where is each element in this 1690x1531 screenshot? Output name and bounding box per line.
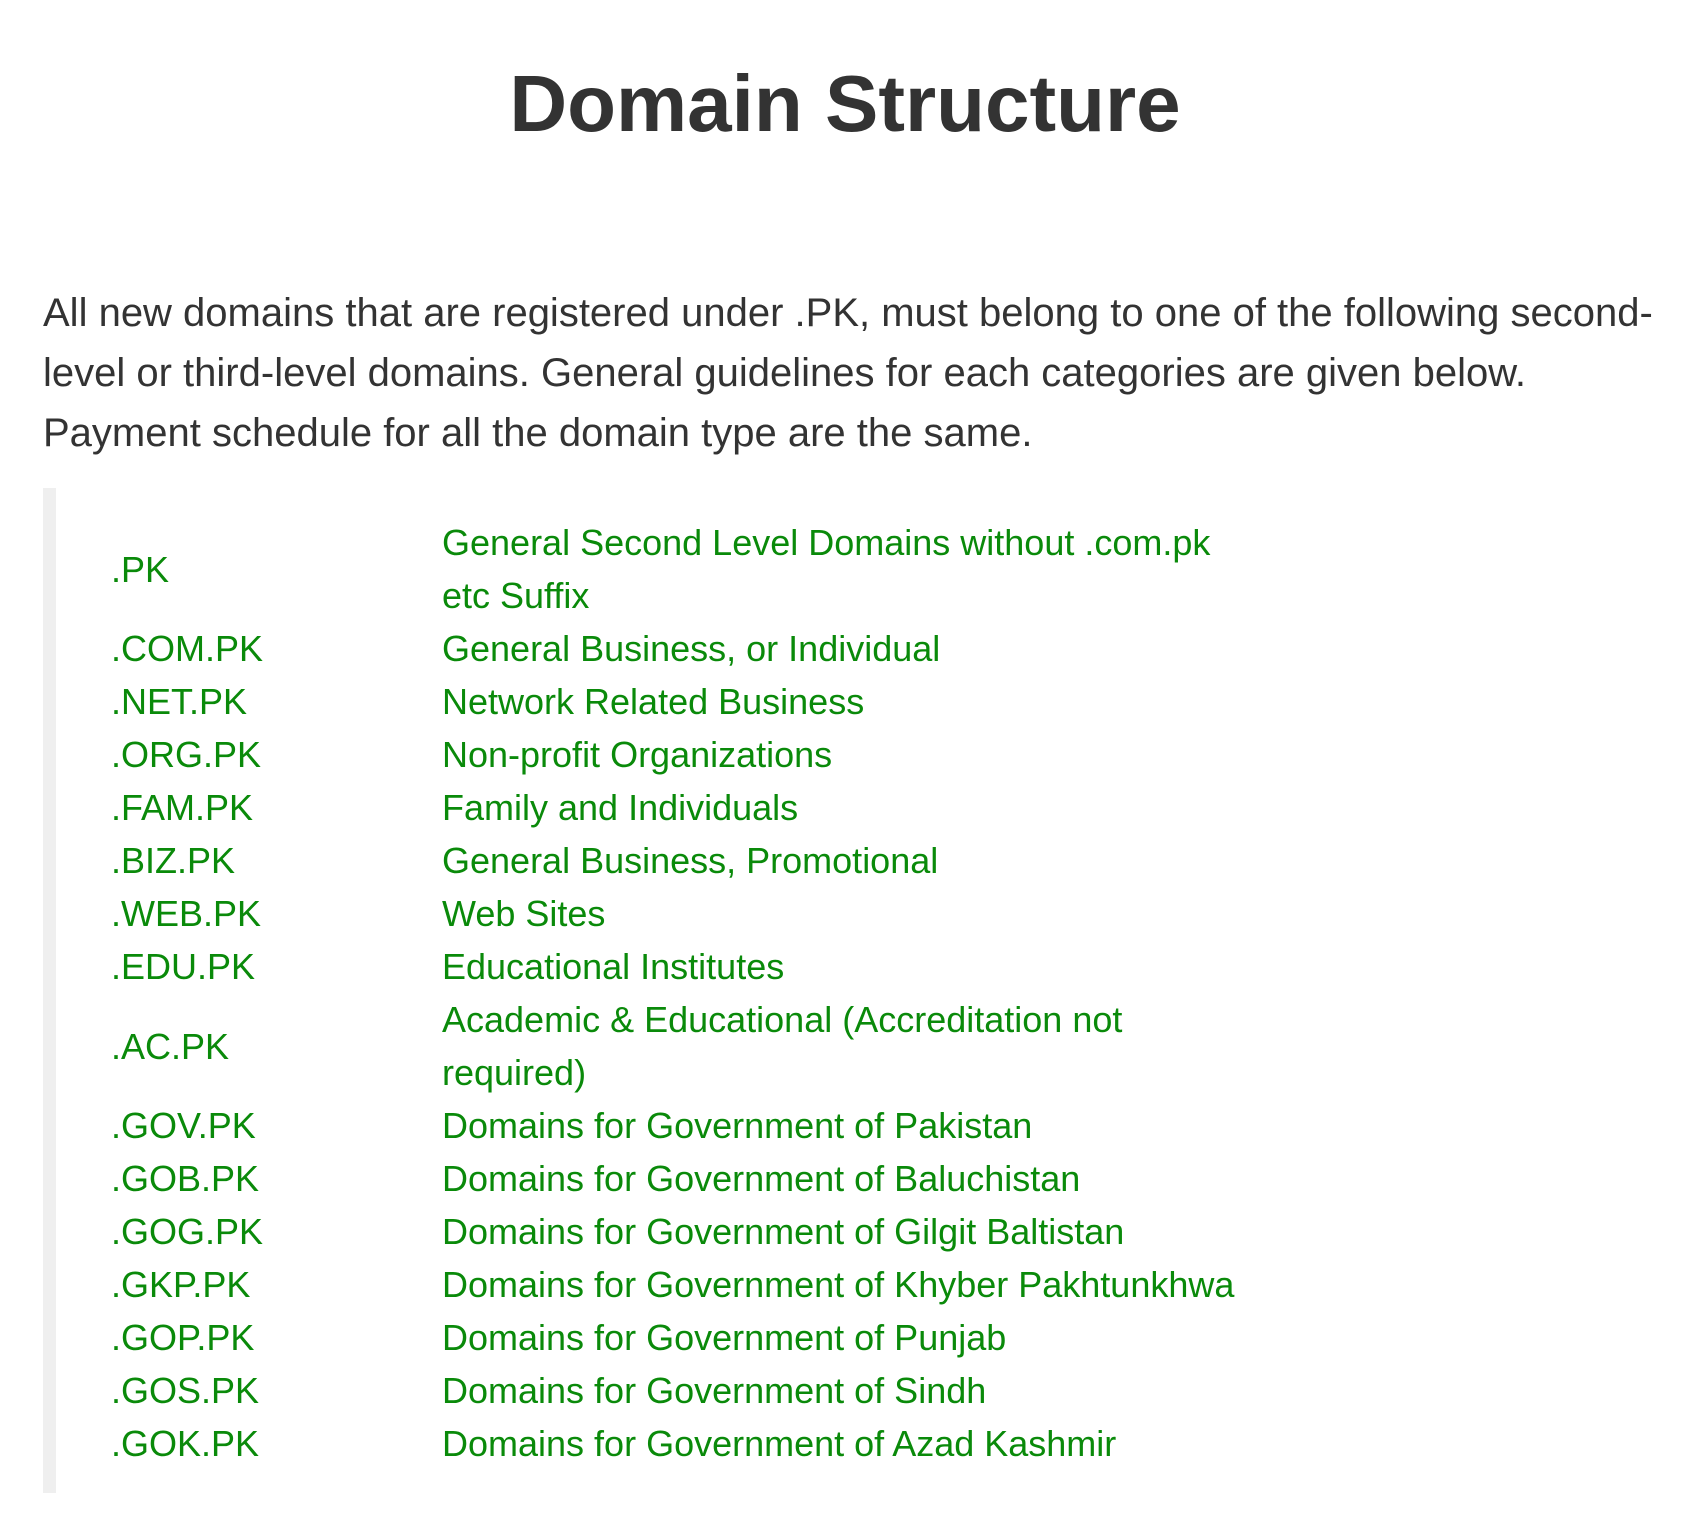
domain-description: General Second Level Domains without .com.pk etc Suffix: [442, 522, 1211, 616]
domain-list-block: [43, 488, 1623, 1493]
domain-suffix: .AC.PK: [111, 1025, 230, 1067]
page-title: Domain Structure: [509, 59, 1181, 148]
table-row: [111, 993, 1262, 1099]
domain-suffix: .WEB.PK: [111, 893, 262, 934]
domain-suffix: .BIZ.PK: [111, 840, 236, 881]
domain-suffix: .GOK.PK: [111, 1423, 260, 1464]
domain-description: Academic & Educational (Accreditation not required): [442, 999, 1123, 1093]
domain-suffix: .GKP.PK: [111, 1264, 251, 1305]
domain-suffix: .GOG.PK: [111, 1211, 264, 1252]
table-row: [111, 834, 1262, 887]
domain-description: Domains for Government of Azad Kashmir: [442, 1423, 1117, 1464]
domain-table: [111, 516, 1262, 1470]
table-row: [111, 781, 1262, 834]
domain-description: Educational Institutes: [442, 946, 785, 987]
domain-suffix: .EDU.PK: [111, 946, 256, 987]
table-row: [111, 622, 1262, 675]
domain-description: General Business, or Individual: [442, 628, 941, 669]
domain-suffix: .PK: [111, 548, 170, 590]
table-row: [111, 1258, 1262, 1311]
domain-description: Domains for Government of Baluchistan: [442, 1158, 1081, 1199]
domain-suffix: .GOS.PK: [111, 1370, 260, 1411]
domain-suffix: .ORG.PK: [111, 734, 262, 775]
domain-suffix: .GOP.PK: [111, 1317, 255, 1358]
domain-description: Domains for Government of Gilgit Baltistan: [442, 1211, 1125, 1252]
table-row: [111, 1152, 1262, 1205]
domain-suffix: .GOV.PK: [111, 1105, 256, 1146]
table-row: [111, 516, 1262, 622]
domain-suffix: .GOB.PK: [111, 1158, 260, 1199]
domain-description: Network Related Business: [442, 681, 865, 722]
table-row: [111, 728, 1262, 781]
domain-description: Non-profit Organizations: [442, 734, 833, 775]
domain-description: Domains for Government of Sindh: [442, 1370, 987, 1411]
table-row: [111, 887, 1262, 940]
domain-description: Domains for Government of Punjab: [442, 1317, 1007, 1358]
table-row: [111, 1205, 1262, 1258]
domain-description: General Business, Promotional: [442, 840, 939, 881]
domain-description: Domains for Government of Pakistan: [442, 1105, 1033, 1146]
table-row: [111, 940, 1262, 993]
table-row: [111, 1311, 1262, 1364]
domain-description: Domains for Government of Khyber Pakhtunkhwa: [442, 1264, 1235, 1305]
domain-description: Web Sites: [442, 893, 606, 934]
domain-suffix: .COM.PK: [111, 628, 264, 669]
table-row: [111, 1099, 1262, 1152]
intro-paragraph: All new domains that are registered under .PK, must belong to one of the following second-level or third-level domains. General guidelines for each categories are given below. Payment schedule for all the domain type are the same.: [43, 291, 1653, 455]
domain-description: Family and Individuals: [442, 787, 799, 828]
domain-suffix: .NET.PK: [111, 681, 248, 722]
table-row: [111, 1417, 1262, 1470]
domain-suffix: .FAM.PK: [111, 787, 254, 828]
table-row: [111, 675, 1262, 728]
table-row: [111, 1364, 1262, 1417]
